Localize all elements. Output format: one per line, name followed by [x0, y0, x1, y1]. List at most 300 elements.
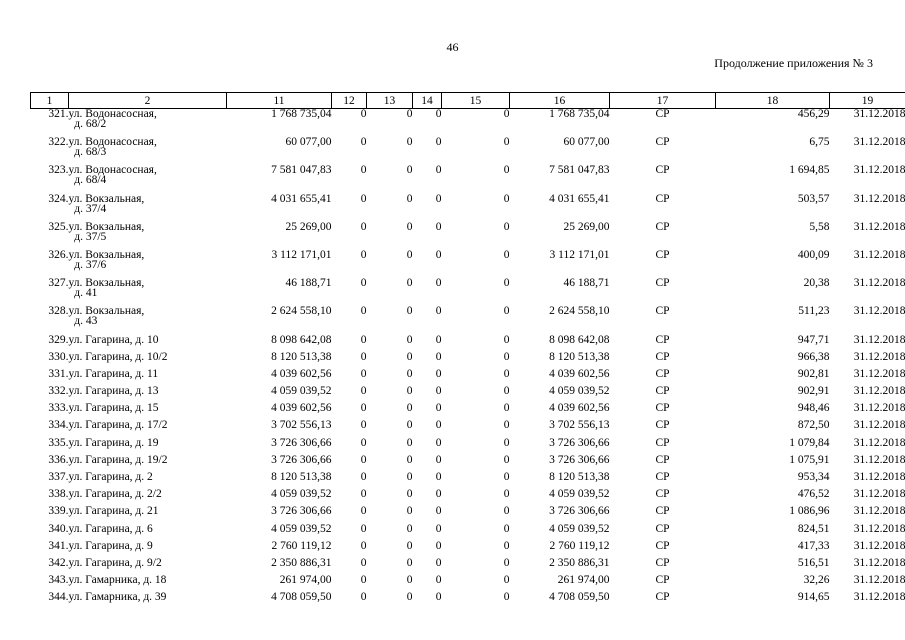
amount-cell: 261 974,00 — [557, 574, 610, 587]
code-cell: СР — [655, 556, 670, 569]
amount-cell: 8 120 513,38 — [271, 350, 332, 363]
date-cell: 31.12.2018 — [853, 164, 905, 177]
row-number: 344. — [48, 591, 69, 604]
address-cell: ул. Гагарина, д. 19 — [68, 436, 159, 449]
value-cell: 0 — [435, 488, 442, 501]
value-cell: 0 — [360, 522, 367, 535]
value-cell: 0 — [360, 488, 367, 501]
date-cell: 31.12.2018 — [853, 305, 905, 318]
address-cell: ул. Вокзальная, д. 41 — [68, 277, 145, 300]
value-cell: 0 — [435, 277, 442, 290]
date-cell: 31.12.2018 — [853, 488, 905, 501]
row-number: 325. — [48, 220, 69, 233]
value-cell: 0 — [360, 556, 367, 569]
row-number: 335. — [48, 436, 69, 449]
value-cell: 0 — [503, 108, 510, 120]
row-number: 323. — [48, 164, 69, 177]
value-cell: 0 — [360, 108, 367, 120]
value-cell: 0 — [503, 192, 510, 205]
row-number: 334. — [48, 419, 69, 432]
value-cell: 0 — [406, 367, 413, 380]
value-cell: 0 — [406, 419, 413, 432]
table-row — [31, 222, 905, 250]
area-cell: 6,75 — [809, 136, 830, 149]
value-cell: 0 — [406, 453, 413, 466]
value-cell: 0 — [435, 591, 442, 604]
row-number: 342. — [48, 556, 69, 569]
amount-cell: 8 120 513,38 — [549, 350, 610, 363]
amount-cell: 3 702 556,13 — [549, 419, 610, 432]
row-number: 324. — [48, 192, 69, 205]
value-cell: 0 — [360, 305, 367, 318]
date-cell: 31.12.2018 — [853, 367, 905, 380]
amount-cell: 25 269,00 — [563, 220, 610, 233]
address-cell: ул. Гагарина, д. 2/2 — [68, 488, 162, 501]
amount-cell: 3 112 171,01 — [549, 248, 610, 261]
value-cell: 0 — [406, 248, 413, 261]
amount-cell: 4 059 039,52 — [271, 488, 332, 501]
value-cell: 0 — [360, 453, 367, 466]
amount-cell: 4 059 039,52 — [271, 385, 332, 398]
value-cell: 0 — [406, 522, 413, 535]
value-cell: 0 — [435, 136, 442, 149]
value-cell: 0 — [360, 136, 367, 149]
area-cell: 966,38 — [797, 350, 830, 363]
value-cell: 0 — [503, 277, 510, 290]
value-cell: 0 — [406, 164, 413, 177]
value-cell: 0 — [406, 471, 413, 483]
row-number: 340. — [48, 522, 69, 535]
table-row — [31, 489, 905, 506]
value-cell: 0 — [435, 471, 442, 483]
amount-cell: 3 726 306,66 — [549, 453, 610, 466]
column-header: 18 — [716, 93, 830, 109]
address-cell: ул. Гамарника, д. 39 — [68, 591, 167, 604]
table-row — [31, 306, 905, 334]
amount-cell: 2 760 119,12 — [271, 539, 332, 552]
value-cell: 0 — [503, 436, 510, 449]
column-header: 16 — [510, 93, 610, 109]
date-cell: 31.12.2018 — [853, 591, 905, 604]
area-cell: 1 694,85 — [789, 164, 830, 177]
date-cell: 31.12.2018 — [853, 539, 905, 552]
value-cell: 0 — [360, 367, 367, 380]
date-cell: 31.12.2018 — [853, 333, 905, 346]
date-cell: 31.12.2018 — [853, 220, 905, 233]
row-number: 326. — [48, 248, 69, 261]
value-cell: 0 — [503, 471, 510, 483]
value-cell: 0 — [435, 574, 442, 587]
value-cell: 0 — [406, 220, 413, 233]
address-cell: ул. Гагарина, д. 21 — [68, 505, 159, 518]
amount-cell: 4 031 655,41 — [549, 192, 610, 205]
table-row — [31, 137, 905, 165]
amount-cell: 3 726 306,66 — [271, 505, 332, 518]
table-row — [31, 455, 905, 472]
area-cell: 511,23 — [798, 305, 830, 318]
value-cell: 0 — [503, 591, 510, 604]
address-cell: ул. Водонасосная, д. 68/4 — [68, 164, 157, 187]
value-cell: 0 — [503, 350, 510, 363]
row-number: 341. — [48, 539, 69, 552]
value-cell: 0 — [503, 367, 510, 380]
table-row — [31, 250, 905, 278]
value-cell: 0 — [435, 367, 442, 380]
register-table — [30, 92, 905, 610]
value-cell: 0 — [435, 402, 442, 415]
amount-cell: 261 974,00 — [279, 574, 332, 587]
amount-cell: 2 624 558,10 — [549, 305, 610, 318]
amount-cell: 1 768 735,04 — [549, 108, 610, 120]
amount-cell: 4 039 602,56 — [271, 402, 332, 415]
column-header: 15 — [442, 93, 510, 109]
date-cell: 31.12.2018 — [853, 522, 905, 535]
value-cell: 0 — [406, 108, 413, 120]
row-number: 327. — [48, 277, 69, 290]
value-cell: 0 — [406, 277, 413, 290]
amount-cell: 4 059 039,52 — [549, 385, 610, 398]
amount-cell: 46 188,71 — [285, 277, 332, 290]
table-row — [31, 541, 905, 558]
amount-cell: 8 120 513,38 — [549, 471, 610, 483]
date-cell: 31.12.2018 — [853, 505, 905, 518]
date-cell: 31.12.2018 — [853, 436, 905, 449]
value-cell: 0 — [360, 471, 367, 483]
value-cell: 0 — [406, 402, 413, 415]
value-cell: 0 — [406, 385, 413, 398]
area-cell: 902,81 — [797, 367, 830, 380]
value-cell: 0 — [503, 333, 510, 346]
value-cell: 0 — [503, 136, 510, 149]
address-cell: ул. Гагарина, д. 17/2 — [68, 419, 168, 432]
continuation-note: Продолжение приложения № 3 — [714, 56, 873, 70]
amount-cell: 4 039 602,56 — [271, 367, 332, 380]
column-header: 1 — [31, 93, 69, 109]
address-cell: ул. Вокзальная, д. 37/5 — [68, 220, 145, 243]
address-cell: ул. Гагарина, д. 10/2 — [68, 350, 168, 363]
date-cell: 31.12.2018 — [853, 277, 905, 290]
address-cell: ул. Гагарина, д. 11 — [68, 367, 159, 380]
amount-cell: 1 768 735,04 — [271, 108, 332, 120]
code-cell: СР — [655, 539, 670, 552]
code-cell: СР — [655, 367, 670, 380]
code-cell: СР — [655, 488, 670, 501]
amount-cell: 4 059 039,52 — [271, 522, 332, 535]
value-cell: 0 — [503, 488, 510, 501]
table-row — [31, 403, 905, 420]
amount-cell: 4 059 039,52 — [549, 522, 610, 535]
code-cell: СР — [655, 192, 670, 205]
address-cell: ул. Вокзальная, д. 37/4 — [68, 192, 145, 215]
address-cell: ул. Гагарина, д. 19/2 — [68, 453, 168, 466]
value-cell: 0 — [406, 350, 413, 363]
area-cell: 902,91 — [797, 385, 830, 398]
value-cell: 0 — [435, 556, 442, 569]
table-row — [31, 278, 905, 306]
amount-cell: 60 077,00 — [285, 136, 332, 149]
value-cell: 0 — [406, 574, 413, 587]
value-cell: 0 — [406, 556, 413, 569]
value-cell: 0 — [360, 248, 367, 261]
amount-cell: 4 059 039,52 — [549, 488, 610, 501]
area-cell: 32,26 — [803, 574, 830, 587]
value-cell: 0 — [435, 305, 442, 318]
value-cell: 0 — [435, 333, 442, 346]
value-cell: 0 — [360, 505, 367, 518]
page-number: 46 — [446, 40, 459, 54]
amount-cell: 4 708 059,50 — [271, 591, 332, 604]
date-cell: 31.12.2018 — [853, 556, 905, 569]
value-cell: 0 — [435, 220, 442, 233]
row-number: 330. — [48, 350, 69, 363]
row-number: 339. — [48, 505, 69, 518]
value-cell: 0 — [360, 436, 367, 449]
amount-cell: 8 120 513,38 — [271, 471, 332, 483]
row-number: 337. — [48, 471, 69, 483]
code-cell: СР — [655, 471, 670, 483]
area-cell: 1 075,91 — [789, 453, 830, 466]
table-row — [31, 524, 905, 541]
row-number: 336. — [48, 453, 69, 466]
value-cell: 0 — [360, 385, 367, 398]
area-cell: 1 079,84 — [789, 436, 830, 449]
amount-cell: 60 077,00 — [563, 136, 610, 149]
date-cell: 31.12.2018 — [853, 136, 905, 149]
code-cell: СР — [655, 164, 670, 177]
area-cell: 947,71 — [797, 333, 830, 346]
value-cell: 0 — [360, 333, 367, 346]
column-header: 2 — [69, 93, 227, 109]
value-cell: 0 — [435, 108, 442, 120]
value-cell: 0 — [406, 505, 413, 518]
value-cell: 0 — [406, 333, 413, 346]
area-cell: 953,34 — [797, 471, 830, 483]
value-cell: 0 — [503, 385, 510, 398]
column-header: 17 — [610, 93, 716, 109]
amount-cell: 4 031 655,41 — [271, 192, 332, 205]
address-cell: ул. Гагарина, д. 9 — [68, 539, 153, 552]
address-cell: ул. Водонасосная, д. 68/2 — [68, 108, 157, 130]
amount-cell: 2 350 886,31 — [271, 556, 332, 569]
date-cell: 31.12.2018 — [853, 453, 905, 466]
code-cell: СР — [655, 277, 670, 290]
area-cell: 824,51 — [797, 522, 830, 535]
code-cell: СР — [655, 108, 670, 120]
amount-cell: 4 039 602,56 — [549, 367, 610, 380]
address-cell: ул. Гагарина, д. 2 — [68, 471, 153, 483]
area-cell: 20,38 — [803, 277, 830, 290]
table-row — [31, 369, 905, 386]
value-cell: 0 — [435, 436, 442, 449]
row-number: 321. — [48, 108, 69, 120]
address-cell: ул. Водонасосная, д. 68/3 — [68, 136, 157, 159]
value-cell: 0 — [406, 305, 413, 318]
amount-cell: 46 188,71 — [563, 277, 610, 290]
value-cell: 0 — [503, 453, 510, 466]
value-cell: 0 — [435, 522, 442, 535]
amount-cell: 3 726 306,66 — [549, 436, 610, 449]
amount-cell: 2 760 119,12 — [549, 539, 610, 552]
area-cell: 516,51 — [797, 556, 830, 569]
value-cell: 0 — [503, 220, 510, 233]
date-cell: 31.12.2018 — [853, 419, 905, 432]
date-cell: 31.12.2018 — [853, 108, 905, 120]
table-row — [31, 420, 905, 437]
column-header: 13 — [367, 93, 413, 109]
value-cell: 0 — [503, 164, 510, 177]
code-cell: СР — [655, 574, 670, 587]
area-cell: 948,46 — [797, 402, 830, 415]
table-row — [31, 575, 905, 592]
area-cell: 914,65 — [797, 591, 830, 604]
value-cell: 0 — [360, 350, 367, 363]
value-cell: 0 — [360, 402, 367, 415]
code-cell: СР — [655, 220, 670, 233]
value-cell: 0 — [360, 419, 367, 432]
column-header: 11 — [227, 93, 332, 109]
code-cell: СР — [655, 505, 670, 518]
amount-cell: 4 708 059,50 — [549, 591, 610, 604]
value-cell: 0 — [503, 305, 510, 318]
table-row — [31, 438, 905, 455]
date-cell: 31.12.2018 — [853, 574, 905, 587]
value-cell: 0 — [503, 402, 510, 415]
table-row — [31, 386, 905, 403]
table-row — [31, 165, 905, 193]
area-cell: 456,29 — [797, 108, 830, 120]
date-cell: 31.12.2018 — [853, 385, 905, 398]
code-cell: СР — [655, 333, 670, 346]
amount-cell: 7 581 047,83 — [549, 164, 610, 177]
area-cell: 476,52 — [797, 488, 830, 501]
amount-cell: 7 581 047,83 — [271, 164, 332, 177]
header-row — [31, 93, 905, 109]
date-cell: 31.12.2018 — [853, 248, 905, 261]
table-row — [31, 472, 905, 489]
column-header: 12 — [332, 93, 367, 109]
value-cell: 0 — [406, 488, 413, 501]
row-number: 333. — [48, 402, 69, 415]
address-cell: ул. Гагарина, д. 15 — [68, 402, 159, 415]
value-cell: 0 — [503, 539, 510, 552]
code-cell: СР — [655, 453, 670, 466]
value-cell: 0 — [435, 350, 442, 363]
table-row — [31, 194, 905, 222]
row-number: 338. — [48, 488, 69, 501]
code-cell: СР — [655, 436, 670, 449]
amount-cell: 2 624 558,10 — [271, 305, 332, 318]
value-cell: 0 — [435, 453, 442, 466]
area-cell: 1 086,96 — [789, 505, 830, 518]
amount-cell: 8 098 642,08 — [549, 333, 610, 346]
value-cell: 0 — [435, 539, 442, 552]
amount-cell: 3 726 306,66 — [271, 453, 332, 466]
column-header: 19 — [830, 93, 905, 109]
amount-cell: 3 726 306,66 — [549, 505, 610, 518]
value-cell: 0 — [503, 574, 510, 587]
code-cell: СР — [655, 305, 670, 318]
value-cell: 0 — [360, 591, 367, 604]
code-cell: СР — [655, 350, 670, 363]
value-cell: 0 — [406, 436, 413, 449]
amount-cell: 8 098 642,08 — [271, 333, 332, 346]
date-cell: 31.12.2018 — [853, 350, 905, 363]
value-cell: 0 — [435, 505, 442, 518]
value-cell: 0 — [435, 192, 442, 205]
value-cell: 0 — [360, 539, 367, 552]
table-row — [31, 592, 905, 609]
area-cell: 5,58 — [809, 220, 830, 233]
table-row — [31, 109, 905, 138]
value-cell: 0 — [435, 248, 442, 261]
value-cell: 0 — [360, 574, 367, 587]
area-cell: 872,50 — [797, 419, 830, 432]
date-cell: 31.12.2018 — [853, 192, 905, 205]
table-row — [31, 506, 905, 523]
value-cell: 0 — [406, 539, 413, 552]
code-cell: СР — [655, 522, 670, 535]
area-cell: 400,09 — [797, 248, 830, 261]
value-cell: 0 — [503, 419, 510, 432]
value-cell: 0 — [435, 419, 442, 432]
address-cell: ул. Вокзальная, д. 37/6 — [68, 248, 145, 271]
value-cell: 0 — [435, 164, 442, 177]
amount-cell: 3 112 171,01 — [271, 248, 332, 261]
amount-cell: 25 269,00 — [285, 220, 332, 233]
address-cell: ул. Гамарника, д. 18 — [68, 574, 167, 587]
value-cell: 0 — [406, 591, 413, 604]
amount-cell: 2 350 886,31 — [549, 556, 610, 569]
table-row — [31, 352, 905, 369]
address-cell: ул. Гагарина, д. 13 — [68, 385, 159, 398]
date-cell: 31.12.2018 — [853, 402, 905, 415]
code-cell: СР — [655, 248, 670, 261]
code-cell: СР — [655, 419, 670, 432]
value-cell: 0 — [406, 192, 413, 205]
value-cell: 0 — [360, 220, 367, 233]
row-number: 343. — [48, 574, 69, 587]
table-row — [31, 335, 905, 352]
amount-cell: 4 039 602,56 — [549, 402, 610, 415]
value-cell: 0 — [360, 277, 367, 290]
address-cell: ул. Гагарина, д. 10 — [68, 333, 159, 346]
value-cell: 0 — [503, 248, 510, 261]
code-cell: СР — [655, 136, 670, 149]
table-row — [31, 558, 905, 575]
amount-cell: 3 702 556,13 — [271, 419, 332, 432]
column-header: 14 — [413, 93, 442, 109]
address-cell: ул. Вокзальная, д. 43 — [68, 305, 145, 328]
value-cell: 0 — [406, 136, 413, 149]
date-cell: 31.12.2018 — [853, 471, 905, 483]
row-number: 332. — [48, 385, 69, 398]
area-cell: 417,33 — [797, 539, 830, 552]
row-number: 322. — [48, 136, 69, 149]
value-cell: 0 — [503, 505, 510, 518]
code-cell: СР — [655, 385, 670, 398]
address-cell: ул. Гагарина, д. 9/2 — [68, 556, 162, 569]
value-cell: 0 — [503, 556, 510, 569]
row-number: 328. — [48, 305, 69, 318]
amount-cell: 3 726 306,66 — [271, 436, 332, 449]
value-cell: 0 — [360, 192, 367, 205]
value-cell: 0 — [503, 522, 510, 535]
row-number: 331. — [48, 367, 69, 380]
address-cell: ул. Гагарина, д. 6 — [68, 522, 153, 535]
area-cell: 503,57 — [797, 192, 830, 205]
value-cell: 0 — [435, 385, 442, 398]
code-cell: СР — [655, 591, 670, 604]
